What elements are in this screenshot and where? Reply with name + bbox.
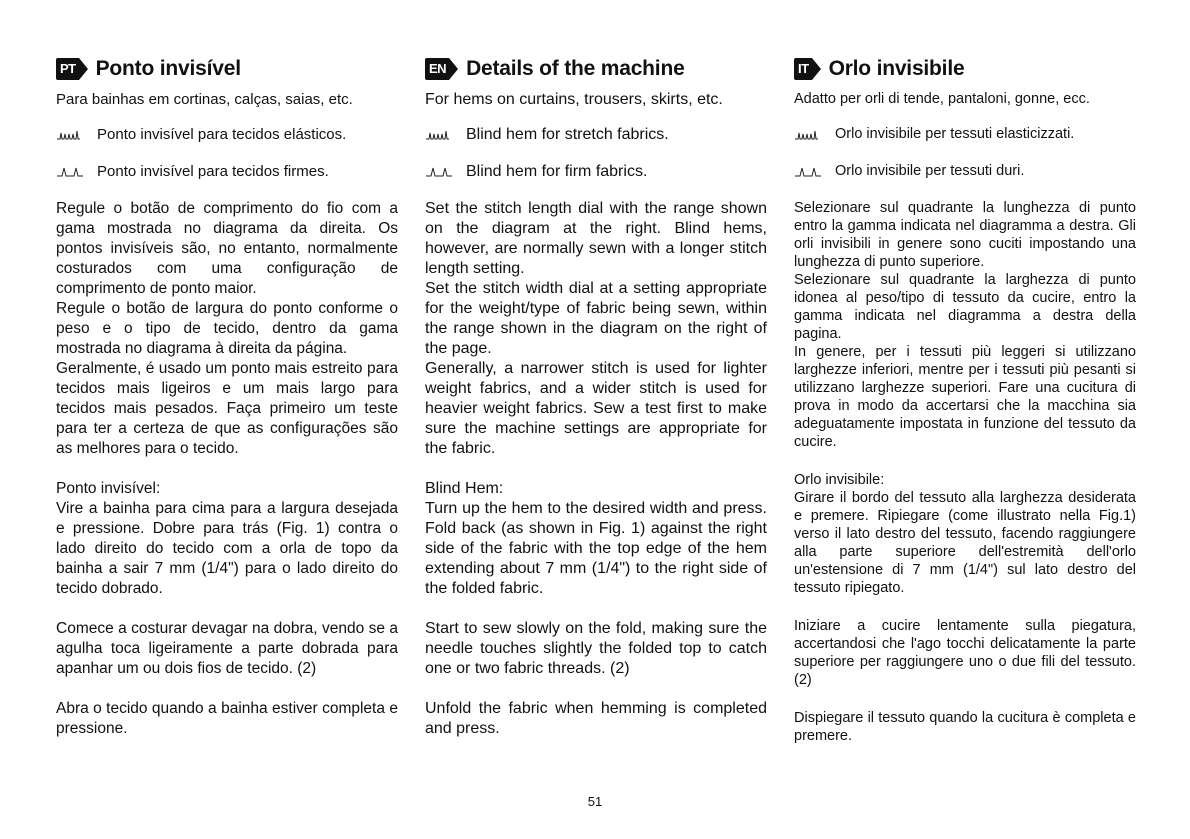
paragraph-finish: Dispiegare il tessuto quando la cucitura è completa e premere. [794,710,1136,744]
stretch-blind-hem-stitch-icon [56,129,92,141]
firm-stitch-line [794,162,1136,181]
language-badge-en [425,58,458,80]
intro-text: Para bainhas em cortinas, calças, saias, etc. [56,91,353,108]
sub-heading: Blind Hem: [425,480,504,497]
column-italian [794,56,1136,765]
badge-arrow-icon [812,58,821,80]
firm-stitch-line [56,162,398,181]
language-code: EN [425,58,449,80]
firm-blind-hem-stitch-icon [56,166,92,178]
language-badge-it [794,58,821,80]
section-title: Ponto invisível [95,57,241,80]
paragraph-stitch-length: Set the stitch length dial with the range shown on the diagram at the right. Blind hems, however, are normally sewn with a longer stitch length setting. [425,200,767,277]
paragraph-stitch-length: Regule o botão de comprimento do fio com a gama mostrada no diagrama da direita. Os pontos invisíveis são, no entanto, normalmente costurados com uma configuração de comprimento de ponto maior. [56,200,398,297]
paragraph-fold-instructions: Girare il bordo del tessuto alla larghezza desiderata e premere. Ripiegare (come illustrato nella Fig.1) verso il lato destro del tessuto, facendo raggiungere alla parte superiore dell'estremità dell'orlo un'estensione di 7 mm (1/4") sul lato destro del tessuto ripiegato. [794,490,1136,596]
paragraph-stitch-length: Selezionare sul quadrante la lunghezza di punto entro la gamma indicata nel diagramma a destra. Gli orli invisibili in genere sono cuciti impostando una lunghezza di punto superiore. [794,200,1136,270]
firm-stitch-label: Blind hem for firm fabrics. [466,163,648,180]
stretch-stitch-line [425,125,767,144]
section-heading [794,56,1136,82]
section-heading [56,56,398,82]
intro-text: Adatto per orli di tende, pantaloni, gonne, ecc. [794,91,1090,107]
stretch-stitch-label: Blind hem for stretch fabrics. [466,126,669,143]
stretch-stitch-label: Orlo invisibile per tessuti elasticizzati. [835,126,1075,142]
paragraph-sewing-instructions: Iniziare a cucire lentamente sulla piegatura, accertandosi che l'ago tocchi delicatamente la parte superiore per raggiungere uno o due fili del tessuto. (2) [794,618,1136,688]
section-title: Orlo invisibile [828,57,965,80]
language-badge-pt [56,58,88,80]
stretch-stitch-line [794,125,1136,144]
paragraph-sewing-instructions: Start to sew slowly on the fold, making sure the needle touches slightly the folded top to catch one or two fabric threads. (2) [425,620,767,677]
language-code: PT [56,58,79,80]
language-code: IT [794,58,812,80]
section-title: Details of the machine [466,57,685,80]
stretch-blind-hem-stitch-icon [794,129,830,141]
badge-arrow-icon [79,58,88,80]
paragraph-finish: Abra o tecido quando a bainha estiver completa e pressione. [56,700,398,737]
column-portuguese [56,56,398,759]
sub-heading: Orlo invisibile: [794,472,885,488]
paragraph-general-tip: Geralmente, é usado um ponto mais estreito para tecidos mais ligeiros e um mais largo para tecidos mais pesados. Faça primeiro um teste para ter a certeza de que as configurações são as melhores para o tecido. [56,360,398,457]
firm-stitch-label: Orlo invisibile per tessuti duri. [835,163,1025,179]
intro-text: For hems on curtains, trousers, skirts, etc. [425,91,723,108]
firm-blind-hem-stitch-icon [425,166,461,178]
sub-heading: Ponto invisível: [56,480,161,497]
firm-blind-hem-stitch-icon [794,166,830,178]
firm-stitch-label: Ponto invisível para tecidos firmes. [97,163,329,180]
paragraph-stitch-width: Set the stitch width dial at a setting appropriate for the weight/type of fabric being sewn, within the range shown in the diagram on the right of the page. [425,280,767,357]
stretch-blind-hem-stitch-icon [425,129,461,141]
paragraph-general-tip: Generally, a narrower stitch is used for lighter weight fabrics, and a wider stitch is used for heavier weight fabrics. Sew a test first to make sure the machine settings are appropriate for the fabric. [425,360,767,457]
stretch-stitch-label: Ponto invisível para tecidos elásticos. [97,126,347,143]
paragraph-fold-instructions: Vire a bainha para cima para a largura desejada e pressione. Dobre para trás (Fig. 1) contra o lado direito do tecido com a orla de topo da bainha a sair 7 mm (1/4") para o lado direito do tecido dobrado. [56,500,398,597]
paragraph-fold-instructions: Turn up the hem to the desired width and press. Fold back (as shown in Fig. 1) against the right side of the fabric with the top edge of the hem extending about 7 mm (1/4") to the right side of the folded fabric. [425,500,767,597]
column-english [425,56,767,759]
firm-stitch-line [425,162,767,181]
paragraph-general-tip: In genere, per i tessuti più leggeri si utilizzano larghezze inferiori, mentre per i tessuti più pesanti si utilizzano larghezze superiori. Fare una cucitura di prova in modo da accertarsi che la macchina sia adeguatamente impostata in funzione del tessuto da cucire. [794,344,1136,450]
paragraph-sewing-instructions: Comece a costurar devagar na dobra, vendo se a agulha toca ligeiramente a parte dobrada para apanhar um ou dois fios de tecido. (2) [56,620,398,677]
page-number: 51 [587,794,603,809]
paragraph-finish: Unfold the fabric when hemming is completed and press. [425,700,767,737]
paragraph-stitch-width: Selezionare sul quadrante la larghezza di punto idonea al peso/tipo di tessuto da cucire, entro la gamma indicata nel diagramma a destra della pagina. [794,272,1136,342]
stretch-stitch-line [56,125,398,144]
badge-arrow-icon [449,58,458,80]
section-heading [425,56,767,82]
paragraph-stitch-width: Regule o botão de largura do ponto conforme o peso e o tipo de tecido, dentro da gama mostrada no diagrama à direita da página. [56,300,398,357]
